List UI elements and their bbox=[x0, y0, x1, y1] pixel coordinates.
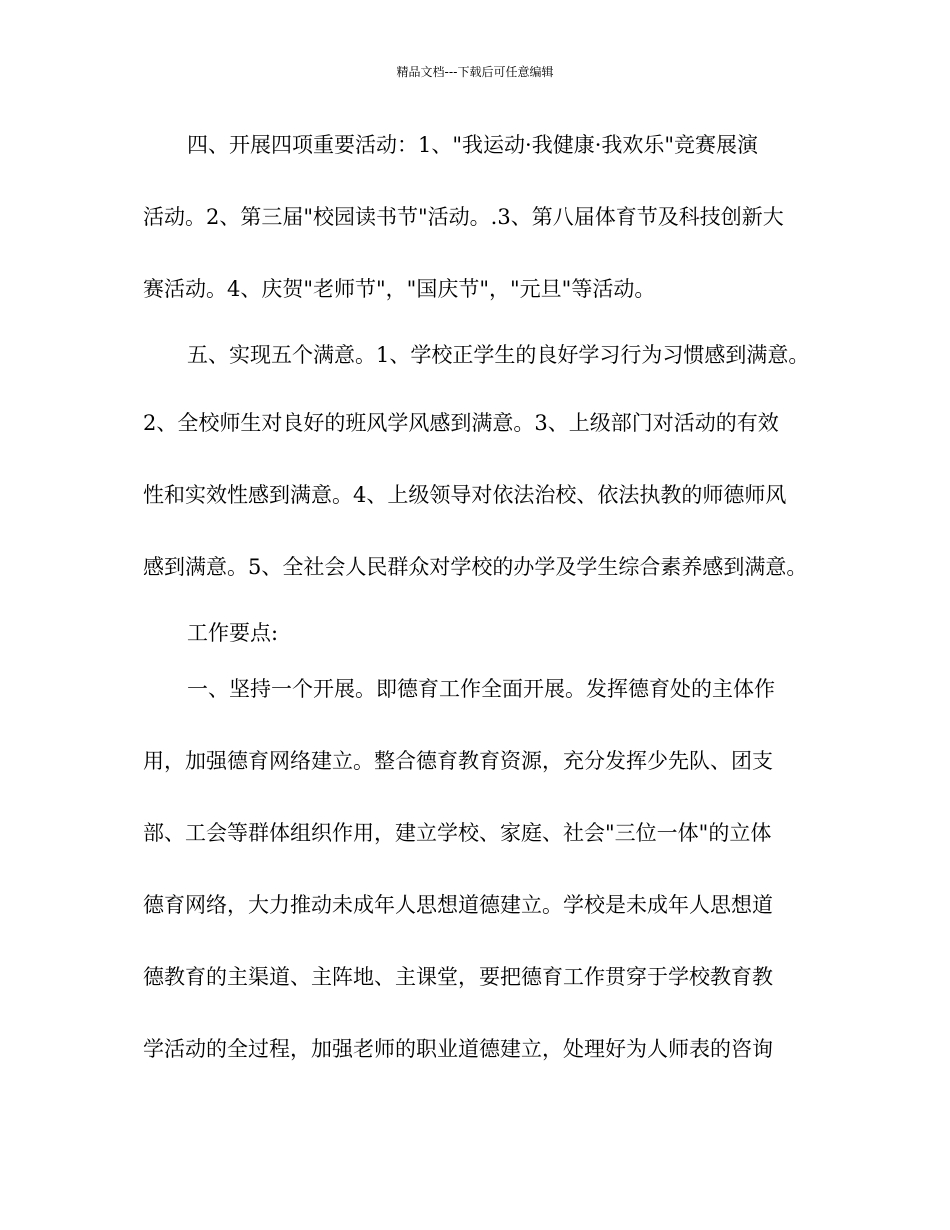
paragraph-4-line-2: 活动。2、第三届"校园读书节"活动。.3、第八届体育节及科技创新大 bbox=[143, 205, 784, 229]
paragraph-5-line-3: 性和实效性感到满意。4、上级领导对依法治校、依法执教的师德师风 bbox=[143, 483, 787, 507]
paragraph-1-line-6: 学活动的全过程，加强老师的职业道德建立，处理好为人师表的咨询 bbox=[143, 1037, 773, 1061]
paragraph-5-line-4: 感到满意。5、全社会人民群众对学校的办学及学生综合素养感到满意。 bbox=[143, 555, 808, 579]
section-heading-work-points: 工作要点: bbox=[187, 621, 279, 645]
page-header: 精品文档---下载后可任意编辑 bbox=[396, 65, 554, 79]
paragraph-4-line-3: 赛活动。4、庆贺"老师节"，"国庆节"，"元旦"等活动。 bbox=[143, 277, 656, 301]
paragraph-1-line-2: 用，加强德育网络建立。整合德育教育资源，充分发挥少先队、团支 bbox=[143, 749, 773, 773]
paragraph-1-line-1: 一、坚持一个开展。即德育工作全面开展。发挥德育处的主体作 bbox=[187, 677, 775, 701]
paragraph-4-line-1: 四、开展四项重要活动：1、"我运动·我健康·我欢乐"竞赛展演 bbox=[187, 133, 759, 157]
paragraph-1-line-3: 部、工会等群体组织作用，建立学校、家庭、社会"三位一体"的立体 bbox=[143, 821, 772, 845]
paragraph-5-line-2: 2、全校师生对良好的班风学风感到满意。3、上级部门对活动的有效 bbox=[143, 411, 779, 435]
paragraph-1-line-4: 德育网络，大力推动未成年人思想道德建立。学校是未成年人思想道 bbox=[143, 893, 773, 917]
paragraph-5-line-1: 五、实现五个满意。1、学校正学生的良好学习行为习惯感到满意。 bbox=[187, 343, 810, 367]
paragraph-1-line-5: 德教育的主渠道、主阵地、主课堂，要把德育工作贯穿于学校教育教 bbox=[143, 965, 773, 989]
